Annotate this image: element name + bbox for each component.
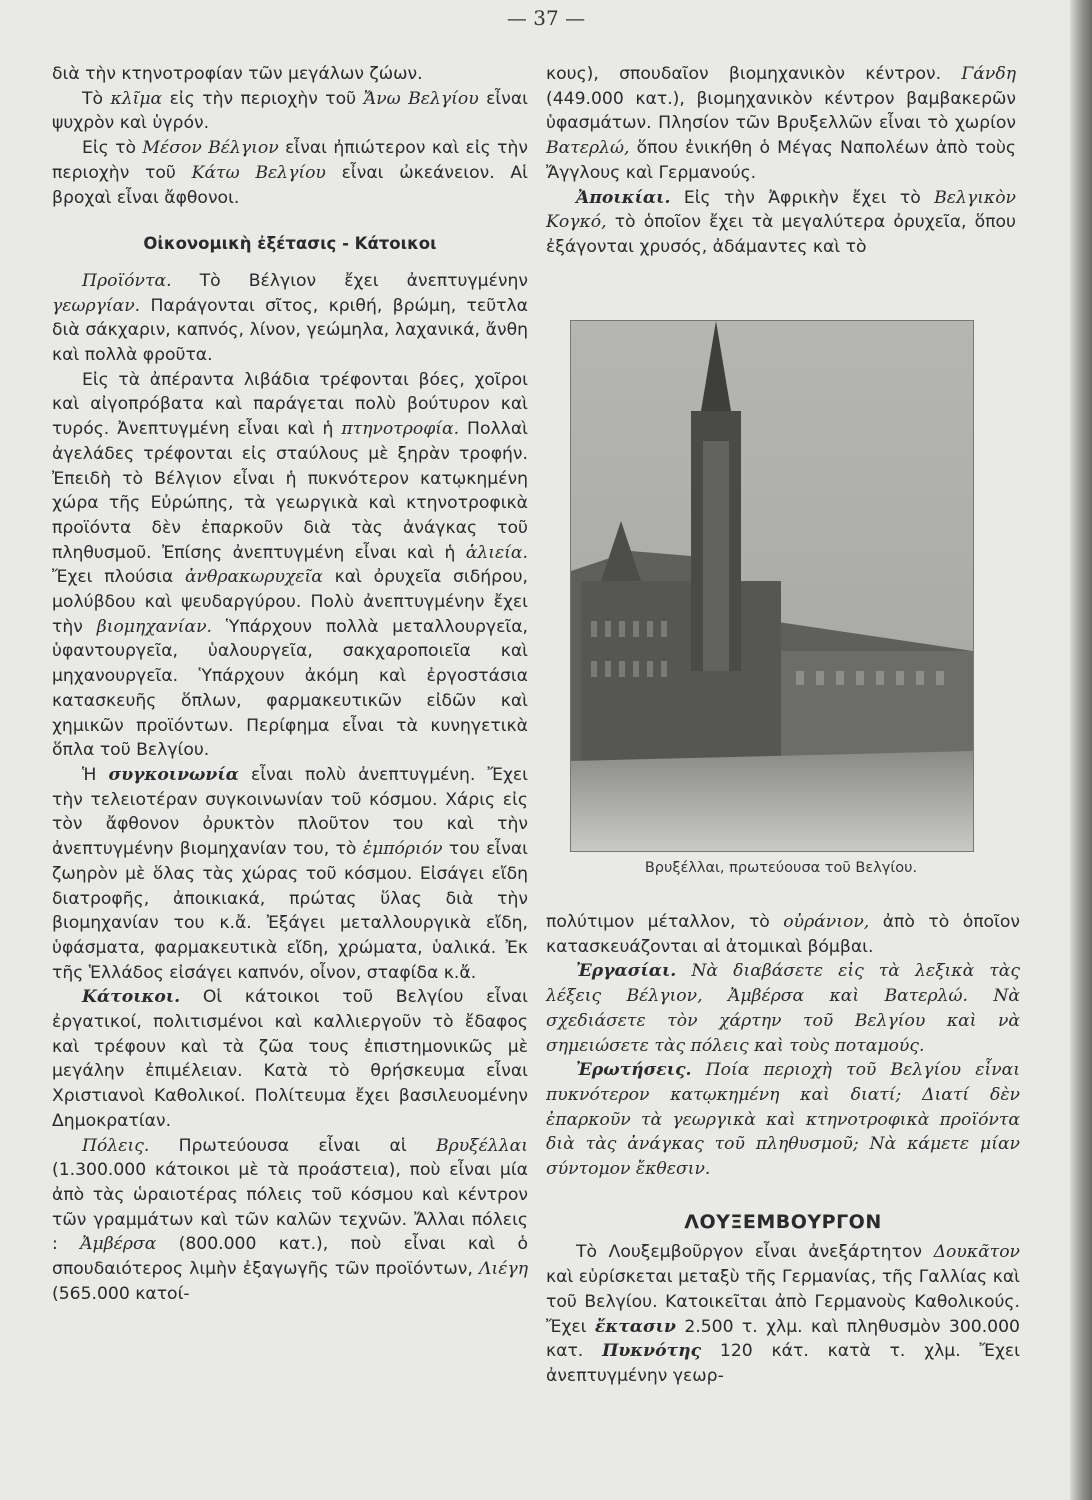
communication-term: συγκοινωνία <box>108 764 239 785</box>
lower-belgium-term: Κάτω Βελγίου <box>191 162 326 183</box>
climate-term: κλῖμα <box>110 88 163 109</box>
middle-belgium-term: Μέσον Βέλγιον <box>142 138 279 159</box>
products-paragraph: Προϊόντα. Τὸ Βέλγιον ἔχει ἀνεπτυγμένην γεωργίαν. Παράγονται σῖτος, κριθή, βρώμη, τεῦτλα διὰ σάκχαριν, καπνός, λίνον, γεώμηλα, λαχανικά, ἄνθη καὶ πολλὰ φροῦτα. <box>52 270 528 366</box>
cities-paragraph: Πόλεις. Πρωτεύουσα εἶναι αἱ Βρυξέλλαι (1.300.000 κάτοικοι μὲ τὰ προάστεια), ποὺ εἶναι μία ἀπὸ τὰς ὡραιοτέρας πόλεις τοῦ κόσμου καὶ κέντρον τῶν γραμμάτων καὶ τῶν καλῶν τεχνῶν. Ἄλλαι πόλεις : Ἀμβέρσα (800.000 κατ.), ποὺ εἶναι καὶ ὁ σπουδαιότερος λιμὴν ἐξαγωγῆς τῶν προϊόντων, Λιέγη (565.000 κατοί- <box>52 1135 528 1304</box>
inhabitants-paragraph: Κάτοικοι. Οἱ κάτοικοι τοῦ Βελγίου εἶναι ἐργατικοί, πολιτισμένοι καὶ καλλιεργοῦν τὸ ἔδαφος καὶ τρέφουν καὶ τὰ ζῶα τους ἐπιστημονικῶς μὲ μεγάλην ἐπιμέλειαν. Κατὰ τὸ θρήσκευμα εἶναι Χριστιανοὶ Καθολικοί. Πολίτευμα ἔχει βασιλευομένην Δημοκρατίαν. <box>52 987 528 1131</box>
cities-continued-paragraph: κους), σπουδαῖον βιομηχανικὸν κέντρον. Γάνδη (449.000 κατ.), βιομηχανικὸν κέντρον βαμβακερῶν ὑφασμάτων. Πλησίον τῶν Βρυξελλῶν εἶναι τὸ χωρίον Βατερλώ, ὅπου ἐνικήθη ὁ Μέγας Ναπολέων ἀπὸ τοὺς Ἄγγλους καὶ Γερμανούς. <box>546 64 1016 183</box>
cities-label: Πόλεις. <box>82 1135 150 1156</box>
products-label: Προϊόντα. <box>82 270 172 291</box>
inhabitants-label: Κάτοικοι. <box>82 987 181 1008</box>
upper-belgium-term: Ἄνω Βελγίου <box>363 88 479 109</box>
fishing-term: ἁλιεία. <box>465 542 528 563</box>
uranium-paragraph: πολύτιμον μέταλλον, τὸ οὐράνιον, ἀπὸ τὸ ὁποῖον κατασκευάζονται αἱ ἀτομικαὶ βόμβαι. <box>546 912 1021 957</box>
poultry-term: πτηνοτροφία. <box>341 419 460 440</box>
right-column-top <box>546 62 1016 260</box>
colonies-paragraph: Ἀποικίαι. Εἰς τὴν Ἀφρικὴν ἔχει τὸ Βελγικὸν Κογκό, τὸ ὁποῖον ἔχει τὰ μεγαλύτερα ὀρυχεῖα, ὅπου ἐξάγονται χρυσός, ἀδάμαντες καὶ τὸ <box>546 187 1016 257</box>
livestock-paragraph: Εἰς τὰ ἀπέραντα λιβάδια τρέφονται βόες, χοῖροι καὶ αἰγοπρόβατα καὶ παράγεται πολὺ βούτυρον καὶ τυρός. Ἀνεπτυγμένη εἶναι καὶ ἡ πτηνοτροφία. Πολλαὶ ἀγελάδες τρέφονται εἰς σταύλους μὲ ξηρὰν τροφήν. Ἐπειδὴ τὸ Βέλγιον εἶναι ἡ πυκνότερον κατῳκημένη χώρα τῆς Εὐρώπης, τὰ γεωργικὰ καὶ κτηνοτροφικὰ προϊόντα δὲν ἐπαρκοῦν διὰ τὰς ἀνάγκας τοῦ πληθυσμοῦ. Ἐπίσης ἀνεπτυγμένη εἶναι καὶ ἡ ἁλιεία. Ἔχει πλούσια ἀνθρακωρυχεῖα καὶ ὀρυχεῖα σιδήρου, μολύβδου καὶ ψευδαργύρου. Πολὺ ἀνεπτυγμένην ἔχει τὴν βιομηχανίαν. Ὑπάρχουν πολλὰ μεταλλουργεῖα, ὑφαντουργεῖα, ὑαλουργεῖα, σακχαροποιεῖα καὶ μηχανουργεῖα. Ὑπάρχουν ἀκόμη καὶ ἐργοστάσια κατασκευῆς ὅπλων, φαρμακευτικῶν εἰδῶν καὶ χημικῶν προϊόντων. Περίφημα εἶναι τὰ κυνηγετικὰ ὅπλα τοῦ Βελγίου. <box>52 369 528 761</box>
brussels-term: Βρυξέλλαι <box>435 1135 528 1156</box>
photo-illustration <box>571 321 973 851</box>
duchy-term: Δουκᾶτον <box>933 1242 1020 1263</box>
tasks-label: Ἐργασίαι. <box>576 961 677 982</box>
agriculture-term: γεωργίαν. <box>52 295 141 316</box>
brussels-town-hall-photo <box>570 320 974 852</box>
communication-paragraph: Ἡ συγκοινωνία εἶναι πολὺ ἀνεπτυγμένη. Ἔχει τὴν τελειοτέραν συγκοινωνίαν τοῦ κόσμου. Χάρις εἰς τὸν ἄφθονον ὀρυκτὸν πλοῦτον του καὶ τὴν ἀνεπτυγμένην βιομηχανίαν του, τὸ ἐμπόριόν του εἶναι ζωηρὸν μὲ ὅλας τὰς χώρας τοῦ κόσμου. Εἰσάγει εἴδη διατροφῆς, ἀποικιακά, πρώτας ὕλας διὰ τὴν βιομηχανίαν του κ.ἄ. Ἐξάγει μεταλλουργικὰ εἴδη, ὑφάσματα, φαρμακευτικὰ εἴδη, χρώματα, ὑαλικά. Ἐκ τῆς Ἑλλάδος εἰσάγει καπνόν, οἶνον, σταφίδα κ.ἄ. <box>52 764 528 983</box>
photo-caption: Βρυξέλλαι, πρωτεύουσα τοῦ Βελγίου. <box>644 860 918 876</box>
section-heading: Οἰκονομικὴ ἐξέτασις - Κάτοικοι <box>143 234 437 254</box>
questions-label: Ἐρωτήσεις. <box>576 1060 692 1081</box>
uranium-term: οὐράνιον, <box>783 912 870 932</box>
page-binding-edge <box>1070 0 1092 1500</box>
industry-term: βιομηχανίαν. <box>96 616 212 637</box>
congo-term: Βελγικὸν Κογκό, <box>546 187 1016 233</box>
questions-paragraph: Ἐρωτήσεις. Ποία περιοχὴ τοῦ Βελγίου εἶναι πυκνότερον κατῳκημένη καὶ διατί; Διατί δὲν ἐπαρκοῦν τὰ γεωργικὰ καὶ κτηνοτροφικὰ προϊόντα διὰ τὰς ἀνάγκας τοῦ πληθυσμοῦ; Νὰ κάμετε μίαν σύντομον ἔκθεσιν. <box>546 1060 1020 1180</box>
right-column-bottom <box>546 910 1020 1389</box>
waterloo-term: Βατερλώ, <box>546 138 630 159</box>
page-number: — 37 — <box>506 6 586 30</box>
colonies-label: Ἀποικίαι. <box>576 187 671 208</box>
luxembourg-heading: ΛΟΥΞΕΜΒΟΥΡΓΟΝ <box>684 1210 882 1233</box>
climate-upper-paragraph: Τὸ κλῖμα εἰς τὴν περιοχὴν τοῦ Ἄνω Βελγίου εἶναι ψυχρὸν καὶ ὑγρόν. <box>52 88 528 134</box>
tasks-paragraph: Ἐργασίαι. Νὰ διαβάσετε εἰς τὰ λεξικὰ τὰς λέξεις Βέλγιον, Ἀμβέρσα καὶ Βατερλώ. Νὰ σχεδιάσετε τὸν χάρτην τοῦ Βελγίου καὶ νὰ σημειώσετε τὰς πόλεις καὶ τοὺς ποταμούς. <box>546 961 1020 1056</box>
antwerp-term: Ἀμβέρσα <box>80 1234 157 1255</box>
liege-term: Λιέγη <box>479 1259 528 1280</box>
coal-term: ἀνθρακωρυχεῖα <box>184 567 323 588</box>
left-column <box>52 62 528 1306</box>
ghent-term: Γάνδη <box>961 64 1016 84</box>
density-label: Πυκνότης <box>602 1341 702 1362</box>
luxembourg-paragraph: Τὸ Λουξεμβοῦργον εἶναι ἀνεξάρτητον Δουκᾶτον καὶ εὑρίσκεται μεταξὺ τῆς Γερμανίας, τῆς Γαλλίας καὶ τοῦ Βελγίου. Κατοικεῖται ἀπὸ Γερμανοὺς Καθολικούς. Ἔχει ἔκτασιν 2.500 τ. χλμ. καὶ πληθυσμὸν 300.000 κατ. Πυκνότης 120 κάτ. κατὰ τ. χλμ. Ἔχει ἀνεπτυγμένην γεωρ- <box>546 1242 1020 1386</box>
trade-term: ἐμπόριόν <box>362 839 443 860</box>
climate-middle-paragraph: Εἰς τὸ Μέσον Βέλγιον εἶναι ἠπιώτερον καὶ εἰς τὴν περιοχὴν τοῦ Κάτω Βελγίου εἶναι ὠκεάνειον. Αἱ βροχαὶ εἶναι ἄφθονοι. <box>52 138 528 208</box>
area-label: ἔκτασιν <box>594 1316 676 1337</box>
climate-paragraph: διὰ τὴν κτηνοτροφίαν τῶν μεγάλων ζώων. <box>52 64 423 84</box>
